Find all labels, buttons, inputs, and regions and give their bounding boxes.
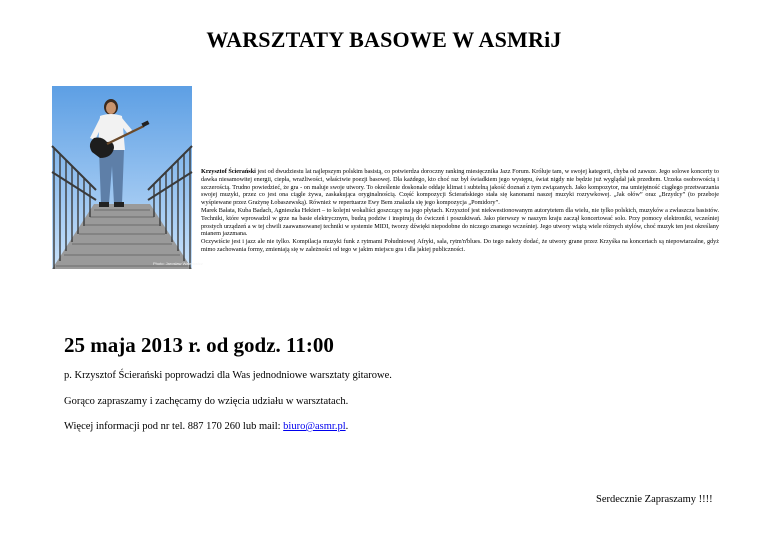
biography bbox=[201, 168, 719, 254]
email-link[interactable]: biuro@asmr.pl bbox=[283, 421, 346, 432]
bio-text: jest od dwudziestu lat najlepszym polskim basistą, co potwierdza doroczny ranking miesięcznika Jazz Forum. Króluje tam, w swojej kategorii, chyba od zawsze. Jego solowe koncerty to dawka niesamowitej energii, ciepła, wrażliwości, właściwie poezji basowej. Dla każdego, kto choć raz był świadkiem jego występu, świat nigdy nie będzie już wyglądał jak przedtem. Urzeka osobowością i szczerością. Trudno powiedzieć, że gra - on maluje swoje utwory. To określenie doskonale oddaje klimat i subtelną jakość doznań z tym związanych. Jako kompozytor, ma umiejętność ciągłego przetwarzania swojej muzyki, przez co jest ona ciągle żywa, zaskakująca oryginalnością. Część kompozycji Ścierańskiego stała się kanonami naszej muzyki rozrywkowej. „Jak ołów” oraz „Brzydcy” (to przeboje wyśpiewane przez Grażynę Łobaszewską). Również w repertuarze Ewy Bem znalazła się jego kompozycja „Pomidory”. bbox=[201, 168, 719, 207]
contact-info bbox=[64, 421, 348, 432]
page-title: WARSZTATY BASOWE W ASMRiJ bbox=[206, 27, 562, 52]
closing-text: Serdecznie Zapraszamy !!!! bbox=[596, 494, 713, 505]
musician-photo bbox=[52, 86, 203, 269]
bio-paragraph-3: Oczywiście jest i jazz ale nie tylko. Kompilacja muzyki funk z rytmami Południowej Afryki, sala, rytm'n'blues. Do tego należy dodać, że utwory grane przez Krzyśka na koncertach są niepowtarzalne, gdyż mimo zachowania formy, zmieniają się w zależności od tego w jakim miejscu gra i dla jakiej publiczności. bbox=[201, 238, 719, 253]
photo-credit: Photo: Jarosław Walerowicz bbox=[153, 261, 203, 266]
bio-paragraph-1 bbox=[201, 168, 719, 207]
contact-text: Więcej informacji pod nr tel. 887 170 260 lub mail: bbox=[64, 421, 284, 432]
bio-paragraph-2: Marek Bałata, Kuba Badach, Agnieszka Hekiert – to kolejni wokaliści goszczący na jego płytach. Krzysztof jest niekwestionowanym autorytetem dla wielu, nie tylko polskich, muzyków a zwłaszcza basistów. Techniki, które wprowadził w grze na basie elektrycznym, budzą podziw i inspirują do ćwiczeń i poszukiwań. Jako pierwszy w naszym kraju zaczął koncertować solo. Przy pomocy elektroniki, wcześniej prostych urządzeń a w tej chwili zaawansowanej techniki w systemie MIDI, tworzy dźwięki niepodobne do niczego znanego wcześniej. Jego utwory wiążą wiele różnych stylów, choć muzyk ten jest określany mianem jazzmana. bbox=[201, 206, 719, 238]
bio-name: Krzysztof Ścierański bbox=[201, 168, 256, 175]
invitation-text: Gorąco zapraszamy i zachęcamy do wzięcia udziału w warsztatach. bbox=[64, 396, 349, 407]
contact-suffix: . bbox=[345, 421, 349, 432]
event-date-heading: 25 maja 2013 r. od godz. 11:00 bbox=[64, 333, 334, 357]
musician-photo-image bbox=[52, 86, 192, 269]
event-description: p. Krzysztof Ścierański poprowadzi dla Was jednodniowe warsztaty gitarowe. bbox=[64, 370, 392, 381]
